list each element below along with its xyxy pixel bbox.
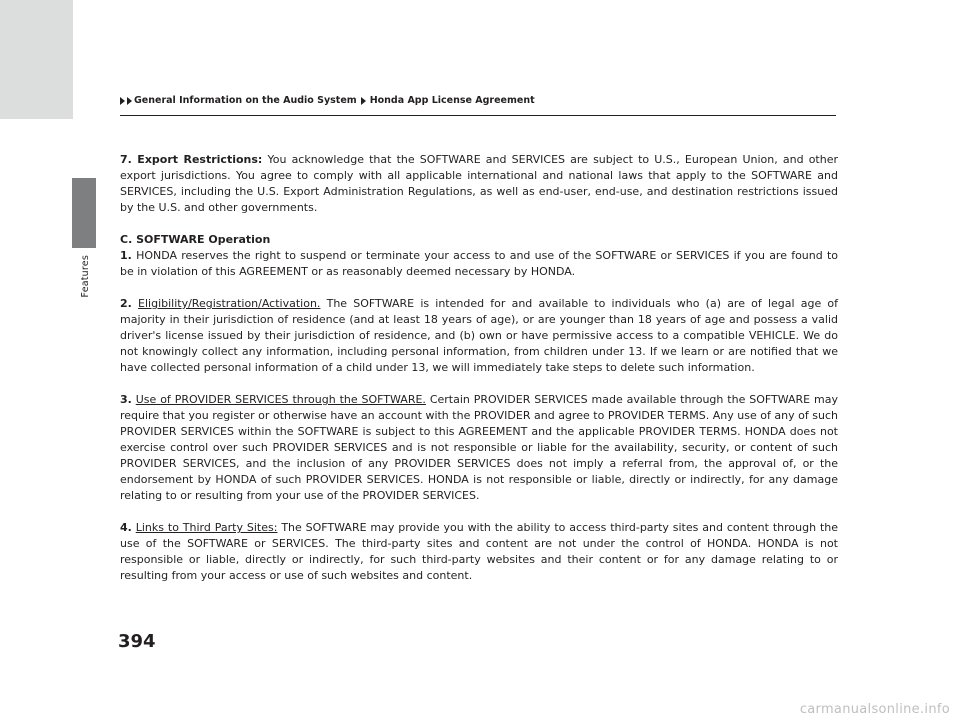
heading-text: C. SOFTWARE Operation [120,233,271,246]
header-divider [120,115,836,116]
item-title: Eligibility/Registration/Activation. [138,297,321,310]
paragraph-c4 [120,520,838,584]
page-number: 394 [118,631,156,652]
chevron-right-icon [120,97,125,105]
item-number: 4. [120,521,132,534]
item-number: 1. [120,249,132,262]
paragraph-export-restrictions [120,152,838,216]
document-body [120,152,838,600]
breadcrumb-item[interactable]: General Information on the Audio System [134,95,357,106]
item-number: 2. [120,297,132,310]
item-title: Use of PROVIDER SERVICES through the SOFTWARE. [135,393,426,406]
paragraph-c2 [120,296,838,376]
chevron-right-icon [127,97,132,105]
paragraph-text: Certain PROVIDER SERVICES made available through the SOFTWARE may require that you register or otherwise have an account with the PROVIDER and agree to PROVIDER TERMS. Any use of any of such PROVIDER SERVICES within the SOFTWARE is subject to this AGREEMENT and the applicable PROVIDER TERMS. HONDA does not exercise control over such PROVIDER SERVICES and is not responsible or liable for the availability, security, or content of such PROVIDER SERVICES, and the inclusion of any PROVIDER SERVICES does not imply a referral from, the approval of, or the endorsement by HONDA of such PROVIDER SERVICES. HONDA is not responsible or liable, directly or indirectly, for any damage relating to or resulting from your use of the PROVIDER SERVICES. [120,393,838,502]
breadcrumb-item[interactable]: Honda App License Agreement [369,95,535,106]
item-number: 3. [120,393,132,406]
paragraph-text: The SOFTWARE may provide you with the ability to access third-party sites and content through the use of the SOFTWARE or SERVICES. The third-party sites and content are not under the control of HONDA. HONDA is not responsible or liable, directly or indirectly, for such third-party websites and their content or for any damage relating to or resulting from your access or use of such websites and content. [120,521,838,582]
section-label: 7. Export Restrictions: [120,153,263,166]
paragraph-text: The SOFTWARE is intended for and available to individuals who (a) are of legal age of majority in their jurisdiction of residence (and at least 18 years of age), or are younger than 18 years of age and possess a valid driver's license issued by their jurisdiction of residence, and (b) own or have permissive access to a compatible VEHICLE. We do not knowingly collect any information, including personal information, from children under 13. If we learn or are notified that we have collected personal information of a child under 13, we will immediately take steps to delete such information. [120,297,838,374]
section-marker [72,178,96,248]
breadcrumb [120,95,535,106]
item-title: Links to Third Party Sites: [135,521,278,534]
paragraph-c3 [120,392,838,504]
paragraph-text: HONDA reserves the right to suspend or terminate your access to and use of the SOFTWARE or SERVICES if you are found to be in violation of this AGREEMENT or as reasonably deemed necessary by HONDA. [120,249,838,278]
paragraph-text: You acknowledge that the SOFTWARE and SERVICES are subject to U.S., European Union, and other export jurisdictions. You agree to comply with all applicable international and national laws that apply to the SOFTWARE and SERVICES, including the U.S. Export Administration Regulations, as well as end-user, end-use, and destination restrictions issued by the U.S. and other governments. [120,153,839,214]
watermark: carmanualsonline.info [799,702,950,717]
section-heading [120,232,838,248]
paragraph-c1 [120,248,838,280]
chapter-tab [0,0,73,119]
chevron-right-icon [361,97,366,105]
section-label: Features [80,255,91,298]
